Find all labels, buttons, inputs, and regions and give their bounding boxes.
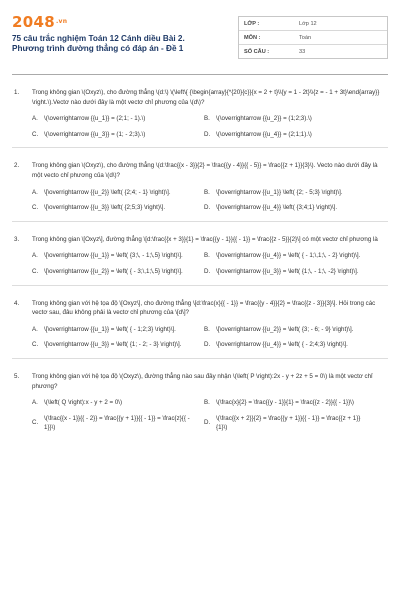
answer-option-b[interactable] — [204, 398, 376, 408]
question-number: 3. — [14, 235, 20, 243]
answer-option-c[interactable] — [32, 130, 204, 140]
answer-option-c[interactable] — [32, 340, 204, 350]
answer-options — [12, 114, 388, 145]
option-letter: C. — [32, 130, 39, 138]
question-separator — [12, 147, 388, 148]
answer-options — [12, 188, 388, 219]
option-letter: A. — [32, 325, 38, 333]
option-text: \[\overrightarrow {{u_1}} = \left( {3;\, - 1;\,5} \right)\]. — [44, 252, 183, 260]
question-head — [12, 372, 388, 391]
option-text: \(\frac{{x + 2}}{2} = \frac{{y + 1}}{{ - 1}} = \frac{{z + 1}}{1}\) — [216, 414, 361, 432]
answer-option-b[interactable] — [204, 251, 376, 261]
option-letter: B. — [204, 399, 210, 407]
question-text: Trong không gian với hệ tọa độ \(Oxyz\), đường thẳng nào sau đây nhận \(\left( P \right):2x - y + 2z + 5 = 0\) là một vectơ chỉ phương? — [32, 372, 373, 390]
option-text: \[\overrightarrow {{u_3}} \left( {2;5;3} \right)\]. — [44, 204, 166, 212]
option-letter: C. — [32, 341, 39, 349]
option-text: \(\left( Q \right):x - y + 2 = 0\) — [44, 399, 123, 407]
answer-option-a[interactable] — [32, 114, 204, 124]
option-text: \(\frac{x}{2} = \frac{{y - 1}}{1} = \frac{{z - 2}}{{ - 1}}\) — [216, 399, 354, 407]
answer-option-a[interactable] — [32, 325, 204, 335]
option-text: \(\overrightarrow {{u_1}} = (2;1; - 1).\) — [44, 115, 146, 123]
option-letter: B. — [204, 115, 210, 123]
option-letter: A. — [32, 252, 38, 260]
question-separator — [12, 221, 388, 222]
question-text: Trong không gian \(Oxyz\), cho đường thẳng \(d:\frac{{x - 3}}{2} = \frac{{y - 4}}{{ - 5}} = \frac{{z + 1}}{3}\). Vecto nào dưới đây là một vecto chỉ phương của \(d\)? — [32, 162, 378, 179]
question-number: 4. — [14, 299, 20, 307]
answer-option-d[interactable] — [204, 340, 376, 350]
question-text: Trong không gian \[Oxyz\], đường thẳng \[d:\frac{{x + 3}}{1} = \frac{{y - 1}}{{ - 1}} = \frac{{z - 5}}{2}\] có một vectơ chỉ phương là — [32, 235, 378, 243]
question-4 — [12, 299, 388, 356]
question-head — [12, 161, 388, 180]
option-letter: C. — [32, 419, 39, 427]
question-1 — [12, 88, 388, 145]
option-letter: A. — [32, 399, 38, 407]
header-divider — [12, 74, 388, 75]
option-text: \[\overrightarrow {{u_4}} \left( {3;4;1} \right)\]. — [216, 204, 338, 212]
info-row-socau — [239, 45, 387, 58]
answer-options — [12, 251, 388, 282]
info-box — [238, 16, 388, 59]
answer-option-d[interactable] — [204, 267, 376, 277]
info-label-lop: LỚP : — [244, 20, 260, 27]
answer-option-b[interactable] — [204, 325, 376, 335]
answer-option-a[interactable] — [32, 188, 204, 198]
header-left — [12, 14, 217, 59]
question-number: 5. — [14, 372, 20, 380]
info-value-socau: 33 — [299, 48, 306, 55]
page-title: 75 câu trắc nghiệm Toán 12 Cánh diều Bài 2. Phương trình đường thẳng có đáp án - Đề 1 — [12, 34, 185, 53]
option-text: \(\frac{{x - 1}}{{ - 2}} = \frac{{y + 1}}{{ - 1}} = \frac{z}{{ - 1}}\) — [44, 414, 190, 432]
info-row-mon — [239, 31, 387, 45]
info-value-mon: Toán — [299, 34, 312, 41]
option-text: \[\overrightarrow {{u_2}} = \left( {3; - 6; - 9} \right)\]. — [216, 325, 354, 333]
answer-option-d[interactable] — [204, 130, 376, 140]
answer-option-b[interactable] — [204, 188, 376, 198]
option-letter: D. — [204, 204, 211, 212]
answer-option-c[interactable] — [32, 267, 204, 277]
option-text: \[\overrightarrow {{u_3}} = \left( {1; - 2; - 3} \right)\]. — [44, 341, 182, 349]
option-text: \[\overrightarrow {{u_1}} \left( {2; - 5;3} \right)\]. — [216, 188, 343, 196]
answer-option-c[interactable] — [32, 203, 204, 213]
option-text: \(\overrightarrow {{u_2}} = (1;2;3).\) — [216, 115, 312, 123]
option-text: \(\overrightarrow {{u_3}} = (1; - 2;3).\) — [44, 130, 146, 138]
option-text: \[\overrightarrow {{u_4}} = \left( { - 1;\,1;\, - 2} \right)\]. — [216, 252, 361, 260]
question-3 — [12, 235, 388, 283]
question-text: Trong không gian với hệ tọa độ \[Oxyz\], cho đường thẳng \[d:\frac{x}{{ - 1}} = \frac{{y - 4}}{2} = \frac{{z - 3}}{3}\]. Hỏi trong các vectơ sau, đâu không phải là vectơ chỉ phương của \[d\]? — [32, 299, 376, 317]
option-text: \[\overrightarrow {{u_2}} \left( {2;4; - 1} \right)\]. — [44, 188, 171, 196]
option-letter: D. — [204, 341, 211, 349]
answer-option-a[interactable] — [32, 398, 204, 408]
option-text: \[\overrightarrow {{u_1}} = \left( { - 1;2;3} \right)\]. — [44, 325, 176, 333]
answer-option-d[interactable] — [204, 414, 376, 433]
option-letter: D. — [204, 419, 211, 427]
info-row-lop — [239, 17, 387, 31]
info-label-mon: MÔN : — [244, 34, 261, 41]
option-letter: B. — [204, 252, 210, 260]
option-letter: A. — [32, 115, 38, 123]
option-letter: C. — [32, 204, 39, 212]
header — [12, 14, 388, 59]
info-value-lop: Lớp 12 — [299, 20, 317, 27]
question-list — [12, 88, 388, 439]
logo-suffix: .vn — [55, 18, 68, 25]
option-letter: C. — [32, 267, 39, 275]
question-5 — [12, 372, 388, 439]
option-letter: A. — [32, 188, 38, 196]
question-head — [12, 299, 388, 318]
answer-option-d[interactable] — [204, 203, 376, 213]
question-2 — [12, 161, 388, 218]
answer-options — [12, 398, 388, 439]
option-text: \(\overrightarrow {{u_4}} = (2;1;1).\) — [216, 130, 312, 138]
option-text: \[\overrightarrow {{u_4}} = \left( { - 2;4;3} \right)\]. — [216, 341, 348, 349]
question-text: Trong không gian \(Oxyz\), cho đường thẳng \(d:\) \(\left\{ {\begin{array}{*{20}{c}}{x = 2 + t}\\{y = 1 - 2t}\\{z = - 1 + 3t}\end{array}} \right.\).Vectơ nào dưới đây là một vectơ chỉ phương của \(d\)? — [32, 89, 380, 106]
option-letter: D. — [204, 267, 211, 275]
option-text: \[\overrightarrow {{u_2}} = \left( { - 3;\,1;\,5} \right)\]. — [44, 267, 183, 275]
question-separator — [12, 285, 388, 286]
question-number: 2. — [14, 162, 20, 170]
question-number: 1. — [14, 89, 20, 96]
option-letter: B. — [204, 325, 210, 333]
answer-option-c[interactable] — [32, 414, 204, 433]
answer-option-a[interactable] — [32, 251, 204, 261]
answer-option-b[interactable] — [204, 114, 376, 124]
logo[interactable] — [12, 14, 217, 30]
logo-text: 2048 — [12, 13, 55, 31]
answer-options — [12, 325, 388, 356]
option-letter: B. — [204, 188, 210, 196]
info-label-socau: SỐ CÂU : — [244, 48, 270, 55]
option-text: \[\overrightarrow {{u_3}} = \left( {1;\, - 1;\, -2} \right)\]. — [216, 267, 359, 275]
option-letter: D. — [204, 130, 211, 138]
question-head — [12, 235, 388, 245]
question-head — [12, 88, 388, 107]
question-separator — [12, 358, 388, 359]
